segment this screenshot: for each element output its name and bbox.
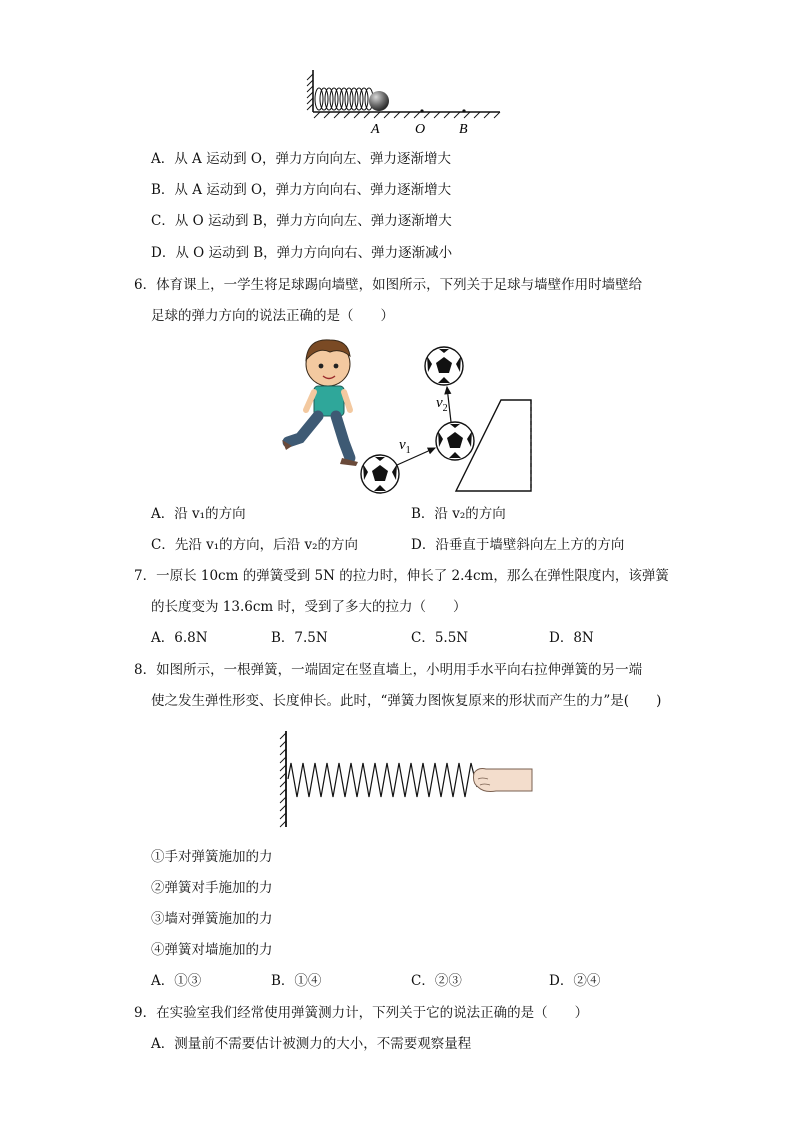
q6-option-a: A．沿 v₁的方向 xyxy=(151,506,246,522)
q7-option-c: C．5.5N xyxy=(411,630,469,646)
v2-subscript: 2 xyxy=(442,403,448,414)
q8-option-b: B．①④ xyxy=(271,973,322,989)
q6-stem-line2: 足球的弹力方向的说法正确的是（ ） xyxy=(151,308,394,324)
boy-illustration xyxy=(282,340,358,466)
football-wall-figure xyxy=(278,334,538,500)
q7-option-d: D．8N xyxy=(549,630,594,646)
label-a: A xyxy=(371,122,380,137)
v1-subscript: 1 xyxy=(405,445,411,456)
svg-text:v2 xyxy=(436,395,448,414)
football-middle xyxy=(436,422,474,460)
label-b: B xyxy=(459,122,468,137)
q6-option-c: C．先沿 v₁的方向，后沿 v₂的方向 xyxy=(151,537,358,553)
q8-item-2: ②弹簧对手施加的力 xyxy=(151,880,273,896)
q8-option-c: C．②③ xyxy=(411,973,462,989)
q5-option-b: B．从 A 运动到 O，弹力方向向右、弹力逐渐增大 xyxy=(151,182,452,198)
q6-option-d: D．沿垂直于墙壁斜向左上方的方向 xyxy=(411,537,625,553)
q7-option-b: B．7.5N xyxy=(271,630,328,646)
q8-stem-line2: 使之发生弹性形变、长度伸长。此时，“弹簧力图恢复原来的形状而产生的力”是( ) xyxy=(151,693,662,709)
svg-text:v1 xyxy=(399,437,411,456)
ball xyxy=(369,91,389,111)
q9-stem-line1: 9．在实验室我们经常使用弹簧测力计，下列关于它的说法正确的是（ ） xyxy=(134,1005,589,1021)
q8-option-d: D．②④ xyxy=(549,973,601,989)
q7-stem-line2: 的长度变为 13.6cm 时，受到了多大的拉力（ ） xyxy=(151,599,467,615)
q5-option-c: C．从 O 运动到 B，弹力方向向左、弹力逐渐增大 xyxy=(151,213,452,229)
zigzag-spring xyxy=(288,763,477,797)
football-bottom xyxy=(361,455,399,493)
q8-item-1: ①手对弹簧施加的力 xyxy=(151,849,273,865)
hand-illustration xyxy=(474,769,533,792)
v2-label: v xyxy=(436,395,443,411)
football-top xyxy=(425,347,463,385)
spring-hand-figure xyxy=(270,727,540,831)
q8-option-a: A．①③ xyxy=(151,973,202,989)
q9-option-a: A．测量前不需要估计被测力的大小，不需要观察量程 xyxy=(151,1036,472,1052)
q8-stem-line1: 8．如图所示，一根弹簧，一端固定在竖直墙上，小明用手水平向右拉伸弹簧的另一端 xyxy=(134,662,643,678)
q8-item-3: ③墙对弹簧施加的力 xyxy=(151,911,273,927)
q5-option-d: D．从 O 运动到 B，弹力方向向右、弹力逐渐减小 xyxy=(151,245,453,261)
q6-option-b: B．沿 v₂的方向 xyxy=(411,506,506,522)
spring-ball-figure xyxy=(300,66,510,142)
v1-label: v xyxy=(399,437,406,453)
q5-option-a: A．从 A 运动到 O，弹力方向向左、弹力逐渐增大 xyxy=(151,151,451,167)
label-o: O xyxy=(415,122,426,137)
q6-stem-line1: 6．体育课上，一学生将足球踢向墙壁，如图所示，下列关于足球与墙壁作用时墙壁给 xyxy=(134,277,643,293)
q7-stem-line1: 7．一原长 10cm 的弹簧受到 5N 的拉力时，伸长了 2.4cm，那么在弹性限度内，该弹簧 xyxy=(134,568,669,584)
q8-item-4: ④弹簧对墙施加的力 xyxy=(151,942,273,958)
q7-option-a: A．6.8N xyxy=(151,630,208,646)
coil-spring xyxy=(315,88,373,110)
